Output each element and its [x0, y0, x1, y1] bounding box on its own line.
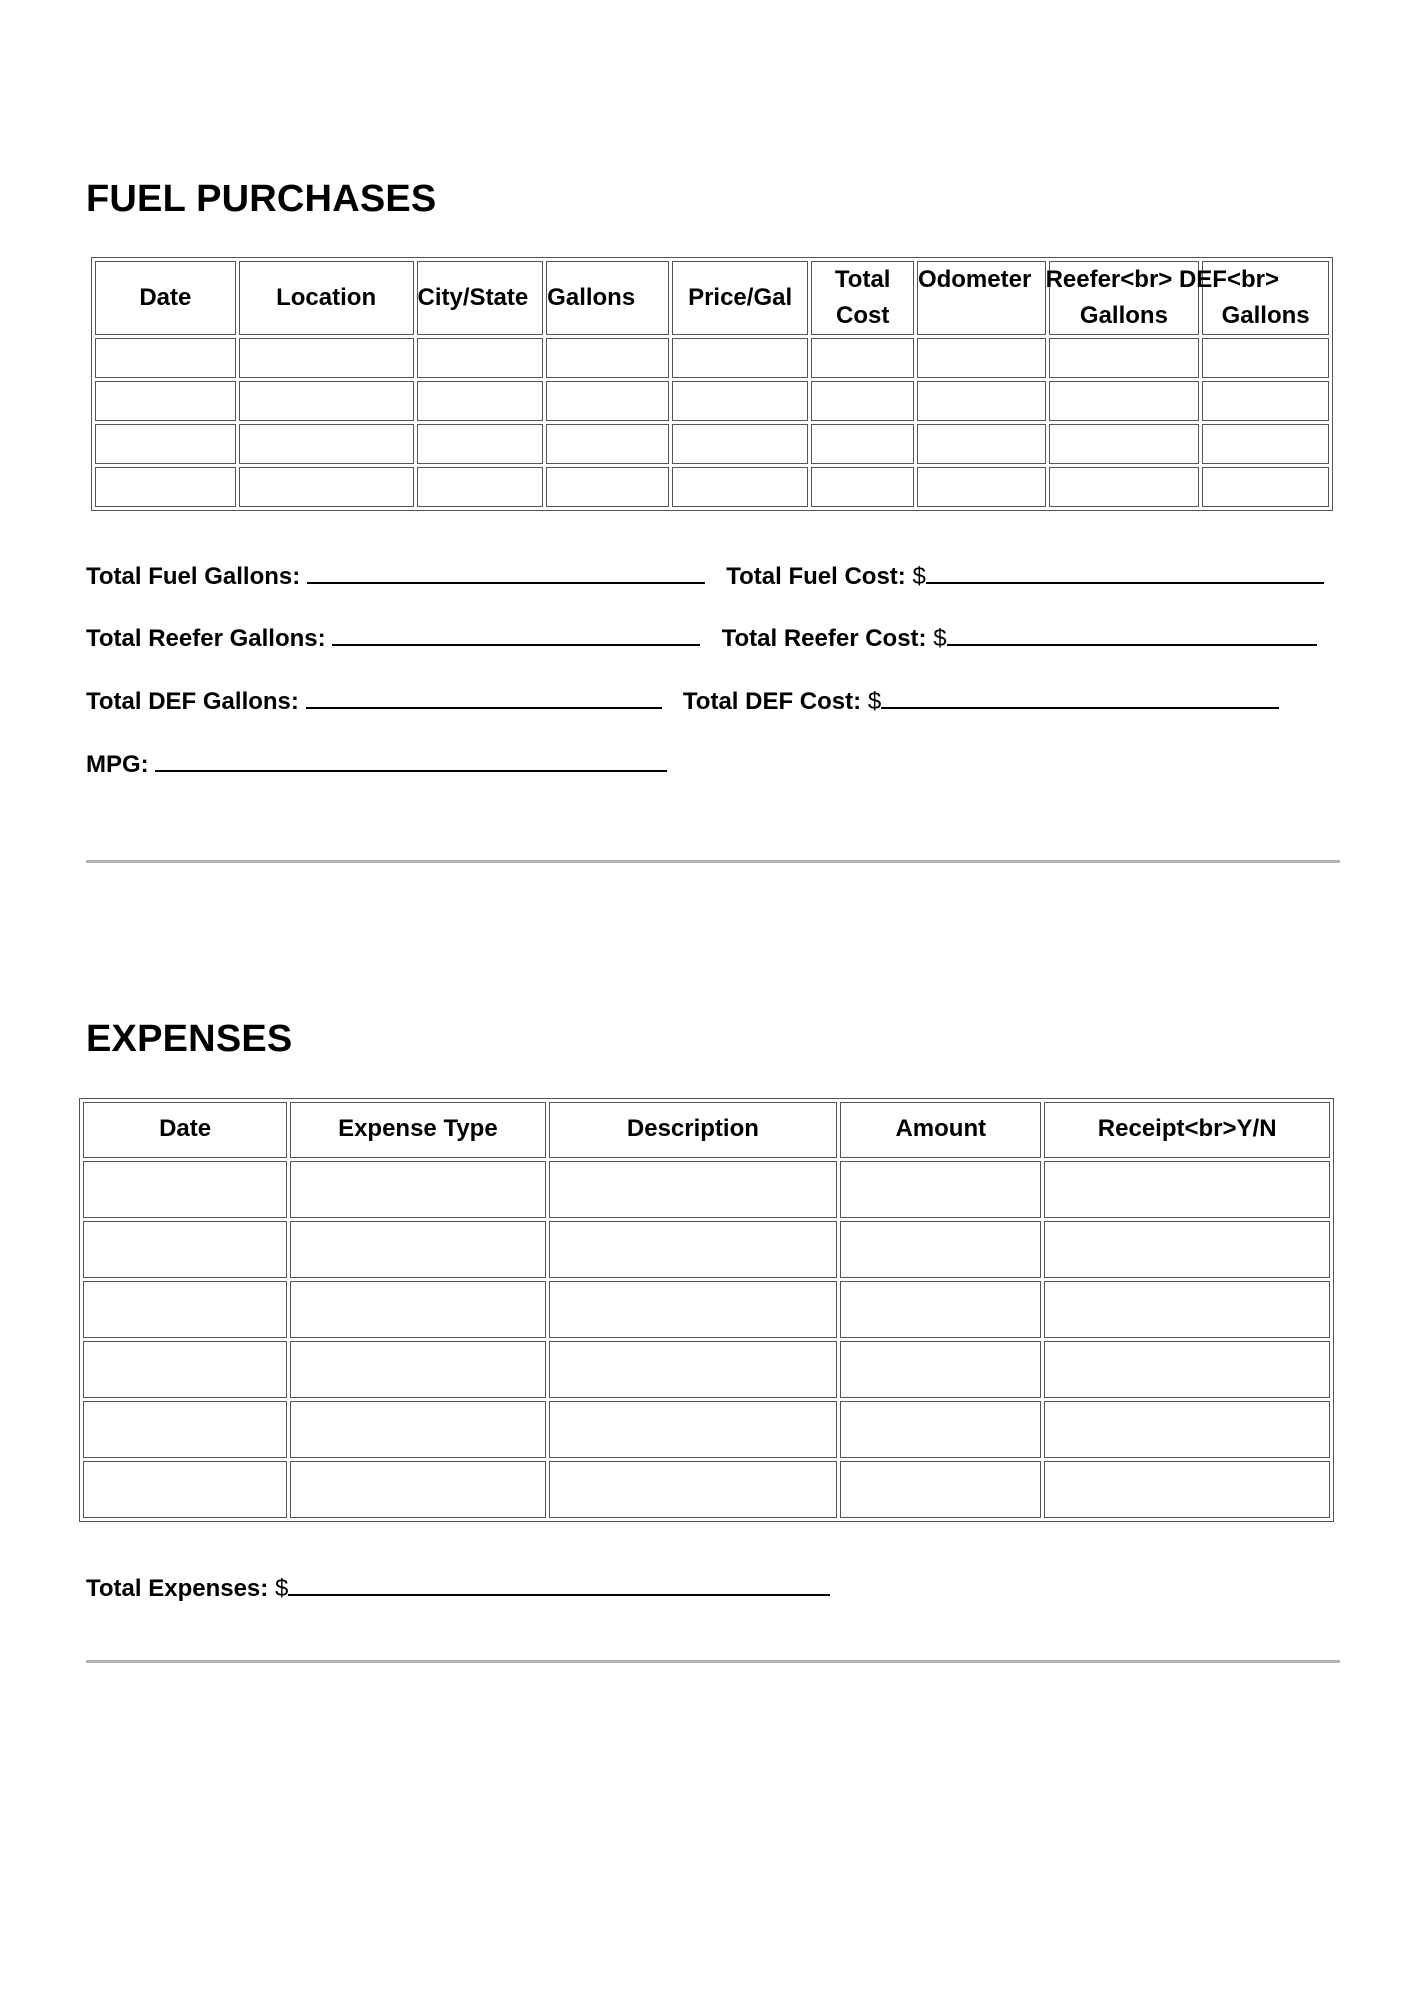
fuel-table-cell[interactable] — [1049, 424, 1200, 464]
expense-table-cell[interactable] — [83, 1341, 287, 1398]
fuel-table-cell[interactable] — [917, 338, 1046, 378]
fuel-table-cell[interactable] — [239, 424, 414, 464]
fuel-table-cell[interactable] — [546, 467, 669, 507]
total-reefer-gallons-field[interactable] — [332, 622, 700, 646]
total-def-row — [86, 685, 1279, 716]
expense-table-cell[interactable] — [83, 1401, 287, 1458]
total-expenses-currency: $ — [274, 1575, 289, 1602]
expense-table-row — [83, 1341, 1330, 1398]
fuel-col-location: Location — [239, 261, 414, 335]
expense-col-date: Date — [83, 1102, 287, 1158]
fuel-col-total-cost-line2: Cost — [836, 302, 890, 329]
fuel-col-reefer-line1: Reefer<br> DEF<br> — [1045, 266, 1279, 293]
fuel-table-cell[interactable] — [917, 424, 1046, 464]
total-def-cost-currency: $ — [867, 688, 882, 715]
fuel-table-cell[interactable] — [1202, 381, 1329, 421]
fuel-purchases-table — [91, 257, 1333, 511]
fuel-table-cell[interactable] — [417, 338, 544, 378]
fuel-table-cell[interactable] — [546, 381, 669, 421]
expense-table-cell[interactable] — [83, 1221, 287, 1278]
mpg-row — [86, 748, 667, 779]
expenses-title: EXPENSES — [86, 1018, 293, 1060]
total-def-gallons-label: Total DEF Gallons: — [86, 688, 299, 715]
fuel-col-reefer-gallons — [1045, 261, 1279, 335]
expense-col-type: Expense Type — [290, 1102, 545, 1158]
expense-table-cell[interactable] — [1044, 1401, 1330, 1458]
expenses-section-divider — [86, 1660, 1340, 1663]
expense-table-cell[interactable] — [1044, 1281, 1330, 1338]
fuel-table-cell[interactable] — [1049, 381, 1200, 421]
fuel-table-cell[interactable] — [95, 424, 236, 464]
fuel-col-price-gal: Price/Gal — [672, 261, 809, 335]
fuel-col-def-line2: Gallons — [1221, 302, 1310, 329]
expense-table-cell[interactable] — [840, 1401, 1041, 1458]
fuel-table-row — [95, 467, 1329, 507]
total-def-cost-field[interactable] — [881, 685, 1279, 709]
fuel-table-cell[interactable] — [811, 467, 914, 507]
total-fuel-cost-currency: $ — [912, 563, 926, 590]
expense-table-cell[interactable] — [83, 1461, 287, 1518]
total-reefer-row — [86, 622, 1317, 653]
fuel-table-cell[interactable] — [417, 467, 544, 507]
total-fuel-cost-label: Total Fuel Cost: — [726, 563, 906, 590]
expense-table-cell[interactable] — [83, 1161, 287, 1218]
fuel-col-reefer-line2: Gallons — [1079, 302, 1168, 329]
fuel-col-odometer: Odometer — [917, 261, 1046, 335]
expense-table-cell[interactable] — [290, 1221, 545, 1278]
total-fuel-row — [86, 560, 1324, 591]
fuel-header-row — [95, 261, 1329, 335]
expense-table-row — [83, 1221, 1330, 1278]
expense-table-row — [83, 1161, 1330, 1218]
total-reefer-gallons-label: Total Reefer Gallons: — [86, 625, 326, 652]
expense-table-cell[interactable] — [840, 1221, 1041, 1278]
total-def-cost-label: Total DEF Cost: — [682, 688, 862, 715]
fuel-table-cell[interactable] — [417, 424, 544, 464]
total-fuel-gallons-label: Total Fuel Gallons: — [86, 563, 301, 590]
fuel-table-cell[interactable] — [546, 424, 669, 464]
expense-table-cell[interactable] — [840, 1161, 1041, 1218]
expense-table-cell[interactable] — [290, 1401, 545, 1458]
fuel-table-cell[interactable] — [95, 338, 236, 378]
total-expenses-label: Total Expenses: — [86, 1575, 269, 1602]
fuel-col-total-cost — [811, 261, 914, 335]
fuel-col-total-cost-line1: Total — [834, 266, 891, 293]
expense-table-cell[interactable] — [1044, 1341, 1330, 1398]
fuel-table-cell[interactable] — [917, 467, 1046, 507]
expense-table-cell[interactable] — [1044, 1461, 1330, 1518]
fuel-table-cell[interactable] — [672, 381, 809, 421]
fuel-table-cell[interactable] — [917, 381, 1046, 421]
fuel-table-cell[interactable] — [672, 338, 809, 378]
fuel-table-cell[interactable] — [546, 338, 669, 378]
expense-table-row — [83, 1281, 1330, 1338]
fuel-table-cell[interactable] — [239, 338, 414, 378]
fuel-table-row — [95, 338, 1329, 378]
expense-table-cell[interactable] — [549, 1221, 838, 1278]
expense-table-cell[interactable] — [840, 1341, 1041, 1398]
expense-table-cell[interactable] — [290, 1341, 545, 1398]
expense-header-row — [83, 1102, 1330, 1158]
expense-table-cell[interactable] — [290, 1461, 545, 1518]
total-fuel-gallons-field[interactable] — [307, 560, 705, 584]
total-def-gallons-field[interactable] — [306, 685, 662, 709]
expenses-table — [79, 1098, 1334, 1522]
fuel-table-cell[interactable] — [672, 467, 809, 507]
fuel-col-city-state: City/State — [417, 261, 544, 335]
expense-table-cell[interactable] — [549, 1161, 838, 1218]
fuel-table-row — [95, 424, 1329, 464]
fuel-table-cell[interactable] — [811, 424, 914, 464]
expense-col-description: Description — [549, 1102, 838, 1158]
fuel-table-cell[interactable] — [417, 381, 544, 421]
expense-table-cell[interactable] — [83, 1281, 287, 1338]
fuel-table-cell[interactable] — [239, 381, 414, 421]
fuel-col-date: Date — [95, 261, 236, 335]
fuel-table-cell[interactable] — [95, 381, 236, 421]
total-reefer-cost-label: Total Reefer Cost: — [721, 625, 927, 652]
expense-col-receipt: Receipt<br>Y/N — [1044, 1102, 1330, 1158]
fuel-table-cell[interactable] — [1202, 338, 1329, 378]
expense-table-cell[interactable] — [290, 1281, 545, 1338]
mpg-label: MPG: — [86, 751, 149, 778]
fuel-table-cell[interactable] — [95, 467, 236, 507]
expense-table-cell[interactable] — [290, 1161, 545, 1218]
fuel-table-cell[interactable] — [672, 424, 809, 464]
expense-table-cell[interactable] — [840, 1461, 1041, 1518]
fuel-table-cell[interactable] — [1202, 467, 1329, 507]
fuel-table-row — [95, 381, 1329, 421]
expenses-table-body — [83, 1161, 1330, 1518]
expense-table-cell[interactable] — [549, 1341, 838, 1398]
expense-table-cell[interactable] — [549, 1281, 838, 1338]
fuel-table-cell[interactable] — [811, 381, 914, 421]
total-fuel-cost-field[interactable] — [926, 560, 1324, 584]
total-expenses-field[interactable] — [288, 1572, 830, 1596]
fuel-table-cell[interactable] — [1049, 467, 1200, 507]
expense-table-cell[interactable] — [549, 1401, 838, 1458]
mpg-field[interactable] — [155, 748, 667, 772]
expense-table-cell[interactable] — [840, 1281, 1041, 1338]
fuel-purchases-title: FUEL PURCHASES — [86, 178, 437, 220]
fuel-table-cell[interactable] — [1202, 424, 1329, 464]
expense-table-cell[interactable] — [1044, 1221, 1330, 1278]
fuel-table-cell[interactable] — [239, 467, 414, 507]
expense-table-row — [83, 1401, 1330, 1458]
total-reefer-cost-field[interactable] — [947, 622, 1317, 646]
expense-col-amount: Amount — [840, 1102, 1041, 1158]
expense-table-cell[interactable] — [1044, 1161, 1330, 1218]
fuel-col-gallons: Gallons — [546, 261, 669, 335]
fuel-table-body — [95, 338, 1329, 507]
fuel-table-cell[interactable] — [1049, 338, 1200, 378]
expense-table-cell[interactable] — [549, 1461, 838, 1518]
fuel-section-divider — [86, 860, 1340, 863]
total-expenses-row — [86, 1572, 830, 1603]
fuel-table-cell[interactable] — [811, 338, 914, 378]
total-reefer-cost-currency: $ — [933, 625, 947, 652]
expense-table-row — [83, 1461, 1330, 1518]
